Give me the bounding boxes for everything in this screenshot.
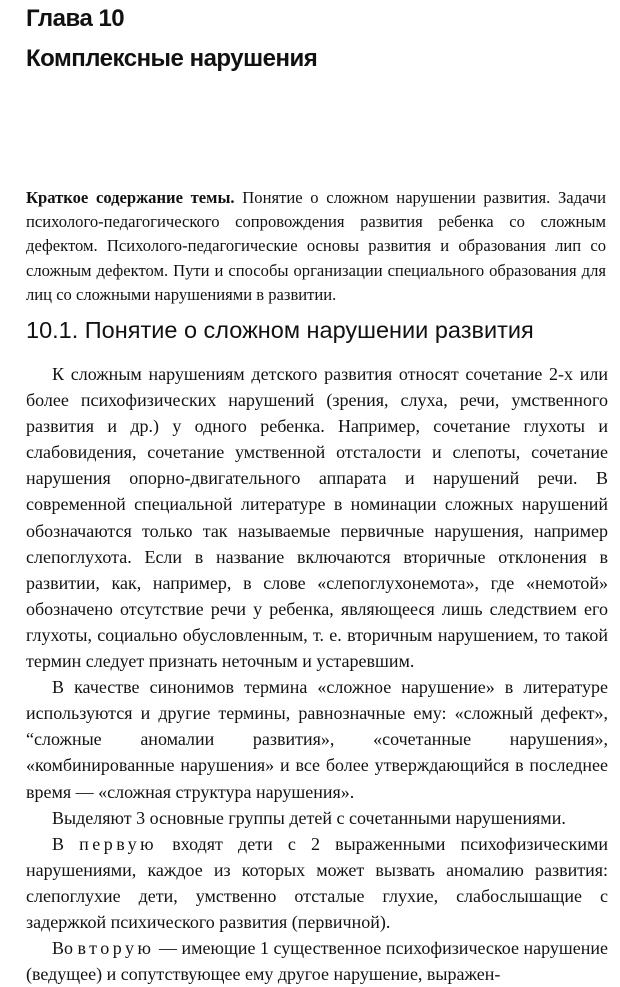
paragraph-3: Выделяют 3 основные группы детей с сочетанными нарушениями. <box>52 807 566 828</box>
summary-text: Понятие о сложном нарушении развития. Задачи психолого-педагогического сопровождения развития ребенка со сложным дефектом. Психолого-педагогические основы развития и образования лип со сложным дефектом. Пути и способы организации специального образования для лиц со сложными нарушениями в развитии. <box>26 188 606 304</box>
paragraph-4-rest: входят дети с 2 выраженными психофизическими нарушениями, каждое из которых может вызвать аномалию развития: слепоглухие дети, умственно отсталые глухие, слабослышащие с задержкой психического развития (первичной). <box>26 833 608 932</box>
paragraph-4-emphasis: первую <box>79 833 158 854</box>
section-body <box>26 361 608 987</box>
chapter-label: Глава 10 <box>26 5 125 32</box>
paragraph-5-emphasis: вторую <box>77 938 155 959</box>
section-heading: 10.1. Понятие о сложном нарушении развития <box>26 317 534 343</box>
paragraph-5-prefix: Во <box>52 938 78 959</box>
chapter-summary <box>26 186 606 307</box>
paragraph-4-prefix: В <box>52 833 80 854</box>
paragraph-2: В качестве синонимов термина «сложное нарушение» в литературе используются и другие термины, равнозначные ему: «сложный дефект», “сложные аномалии развития», «сочетанные нарушения», «комбинированные нарушения» и все более утверждающийся в последнее время — «сложная структура нарушения». <box>26 677 608 802</box>
chapter-title: Комплексные нарушения <box>26 45 318 72</box>
paragraph-1: К сложным нарушениям детского развития относят сочетание 2-х или более психофизических нарушений (зрения, слуха, речи, умственного развития и др.) у одного ребенка. Например, сочетание глухоты и слабовидения, сочетание умственной отсталости и слепоты, сочетание нарушения опорно-двигательного аппарата и нарушений речи. В современной специальной литературе в номинации сложных нарушений обозначаются только так называемые первичные нарушения, например слепоглухота. Если в название включаются вторичные отклонения в развитии, как, например, в слове «слепоглухонемота», где «немотой» обозначено отсутствие речи у ребенка, являющееся лишь следствием его глухоты, социально обусловленным, т. е. вторичным нарушением, то такой термин следует признать неточным и устаревшим. <box>26 364 608 672</box>
paragraph-5 <box>26 935 608 987</box>
summary-lead: Краткое содержание темы. <box>26 188 235 207</box>
paragraph-4 <box>26 831 608 935</box>
paragraph-5-rest: — имеющие 1 существенное психофизическое нарушение (ведущее) и сопутствующее ему другое нарушение, выражен- <box>26 938 608 985</box>
